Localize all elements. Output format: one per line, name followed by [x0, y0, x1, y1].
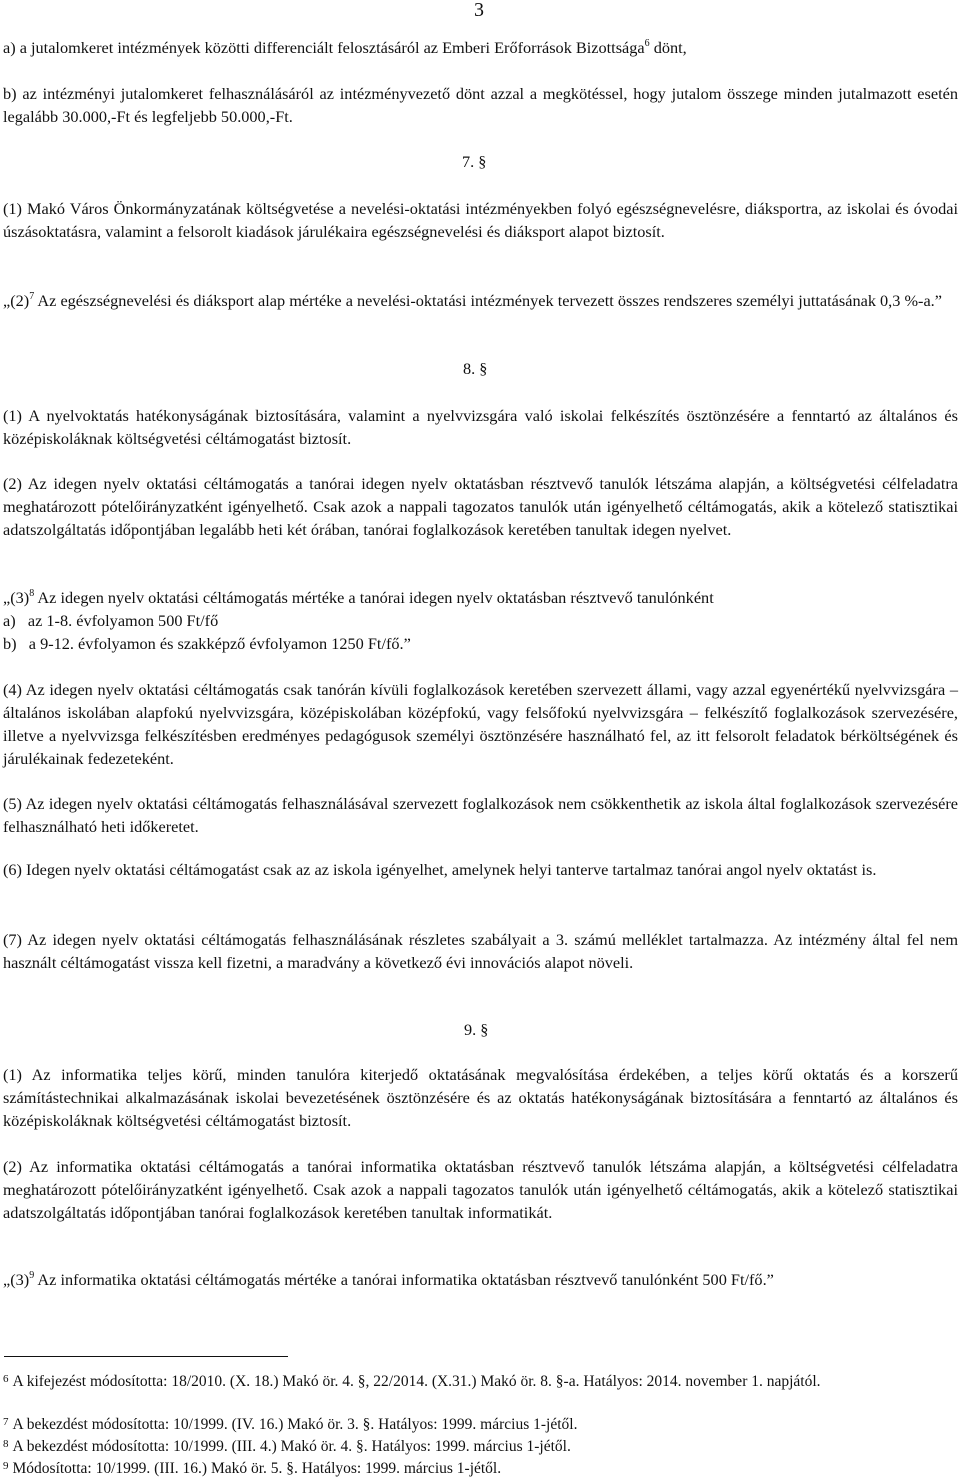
section-8-paragraph-1: (1) A nyelvoktatás hatékonyságának biztosítására, valamint a nyelvvizsgára való iskolai felkészítés ösztönzésére a fenntartó az általános és középiskoláknak költségvetési céltámogatást biztosít.	[3, 406, 958, 448]
footnote-number: 8	[3, 1438, 9, 1450]
section-9-paragraph-1: (1) Az informatika teljes körű, minden tanulóra kiterjedő oktatásának megvalósítása érdekében, a teljes körű oktatás és a korszerű számítástechnikai alkalmazásának iskolai bevezetésének ösztönzésére és az oktatás hatékonyságának biztosítására a fenntartó az általános és középiskoláknak költségvetési céltámogatást biztosít.	[3, 1065, 958, 1130]
section-8-paragraph-2: (2) Az idegen nyelv oktatási céltámogatás a tanórai idegen nyelv oktatásban résztvevő tanulók létszáma alapján, a költségvetési célfeladatra meghatározott pótelőirányzatként igényelhető. Csak azok a nappali tagozatos tanulók után igényelhető céltámogatás, akik a kötelező statisztikai adatszolgáltatás időpontjában legalább heti két órában, tanórai foglalkozások keretében tanultak idegen nyelvet.	[3, 474, 958, 539]
paragraph-a	[0, 36, 960, 59]
footnote-text: A bekezdést módosította: 10/1999. (III. 4.) Makó ör. 4. §. Hatályos: 1999. március 1-jétől.	[12, 1438, 571, 1455]
footnote-ref-8[interactable]: 8	[29, 588, 35, 599]
rate-list	[3, 609, 411, 655]
section-9-heading: 9. §	[464, 1020, 489, 1039]
paragraph-b: b) az intézményi jutalomkeret felhasználásáról az intézményvezető dönt azzal a megkötéssel, hogy jutalom összege minden jutalmazott esetén legalább 30.000,-Ft és legfeljebb 50.000,-Ft.	[3, 84, 958, 126]
footnote-7	[3, 1415, 953, 1434]
footnote-number: 6	[3, 1373, 9, 1385]
paragraph-text: Az egészségnevelési és diáksport alap mértéke a nevelési-oktatási intézmények tervezett összes rendszeres személyi juttatásának 0,3 %-a.”	[34, 291, 942, 310]
list-item: b) a 9-12. évfolyamon és szakképző évfolyamon 1250 Ft/fő.”	[3, 634, 411, 653]
paragraph-lead: „(3)	[3, 1270, 30, 1289]
footnote-text: A kifejezést módosította: 18/2010. (X. 18.) Makó ör. 4. §, 22/2014. (X.31.) Makó ör. 8. §-a. Hatályos: 2014. november 1. napjától.	[12, 1373, 821, 1390]
paragraph-text: Az idegen nyelv oktatási céltámogatás mértéke a tanórai idegen nyelv oktatásban résztvevő tanulónként	[34, 588, 714, 607]
section-8-paragraph-6: (6) Idegen nyelv oktatási céltámogatást csak az az iskola igényelhet, amelynek helyi tanterve tartalmaz tanórai angol nyelv oktatást is.	[3, 860, 877, 879]
footnote-ref-6[interactable]: 6	[644, 38, 650, 49]
section-9-paragraph-3	[0, 1268, 960, 1291]
section-7-heading: 7. §	[462, 152, 487, 171]
paragraph-lead: „(3)	[3, 588, 30, 607]
footnote-6	[3, 1372, 953, 1391]
page-number: 3	[474, 0, 484, 21]
section-8-paragraph-7: (7) Az idegen nyelv oktatási céltámogatás felhasználásának részletes szabályait a 3. számú melléklet tartalmazza. Az intézmény által fel nem használt céltámogatást vissza kell fizetni, a maradvány a következő évi innovációs alapot növeli.	[3, 930, 958, 972]
footnote-text: A bekezdést módosította: 10/1999. (IV. 16.) Makó ör. 3. §. Hatályos: 1999. március 1-jétől.	[12, 1416, 578, 1433]
footnote-separator	[4, 1356, 288, 1357]
paragraph-lead: „(2)	[3, 291, 30, 310]
section-8-heading: 8. §	[463, 359, 488, 378]
paragraph-a-text-end: dönt,	[649, 38, 687, 57]
section-7-paragraph-1: (1) Makó Város Önkormányzatának költségvetése a nevelési-oktatási intézményekben folyó egészségnevelésre, diáksportra, az iskolai és óvodai úszásoktatásra, valamint a felsorolt kiadások járulékaira egészségnevelési és diáksport alapot biztosít.	[3, 199, 958, 241]
section-9-paragraph-2: (2) Az informatika oktatási céltámogatás a tanórai informatika oktatásban résztvevő tanulók létszáma alapján, a költségvetési célfeladatra meghatározott pótelőirányzatként igényelhető. Csak azok a nappali tagozatos tanulók után igényelhető céltámogatás, akik a kötelező statisztikai adatszolgáltatás időpontjában tanórai foglalkozások keretében tanultak informatikát.	[3, 1157, 958, 1222]
footnote-number: 7	[3, 1416, 9, 1428]
footnote-ref-7[interactable]: 7	[29, 291, 35, 302]
section-7-paragraph-2	[0, 289, 960, 312]
footnote-number: 9	[3, 1460, 9, 1472]
footnote-ref-9[interactable]: 9	[29, 1270, 35, 1281]
footnote-8	[3, 1437, 953, 1456]
section-8-paragraph-3	[0, 586, 960, 609]
paragraph-text: Az informatika oktatási céltámogatás mértéke a tanórai informatika oktatásban résztvevő tanulónként 500 Ft/fő.”	[34, 1270, 774, 1289]
footnote-text: Módosította: 10/1999. (III. 16.) Makó ör. 5. §. Hatályos: 1999. március 1-jétől.	[12, 1460, 502, 1477]
section-8-paragraph-4: (4) Az idegen nyelv oktatási céltámogatás csak tanórán kívüli foglalkozások keretében szervezett állami, vagy azzal egyenértékű nyelvvizsgára – általános iskolában alapfokú nyelvvizsgára, középiskolában középfokú, vagy felsőfokú nyelvvizsgára – felkészítő foglalkozások szervezésére, illetve a nyelvvizsga felkészítésben eredményes pedagógusok személyi ösztönzésére használható fel, az itt felsorolt feladatok bérköltségének és járulékainak fedezeteként.	[3, 680, 958, 768]
section-8-paragraph-5: (5) Az idegen nyelv oktatási céltámogatás felhasználásával szervezett foglalkozások nem csökkenthetik az iskola által foglalkozások szervezésére felhasználható heti időkeretet.	[3, 794, 958, 836]
paragraph-a-text: a) a jutalomkeret intézmények közötti differenciált felosztásáról az Emberi Erőforrások Bizottsága	[3, 38, 645, 57]
footnote-9	[3, 1459, 953, 1478]
list-item: a) az 1-8. évfolyamon 500 Ft/fő	[3, 611, 219, 630]
